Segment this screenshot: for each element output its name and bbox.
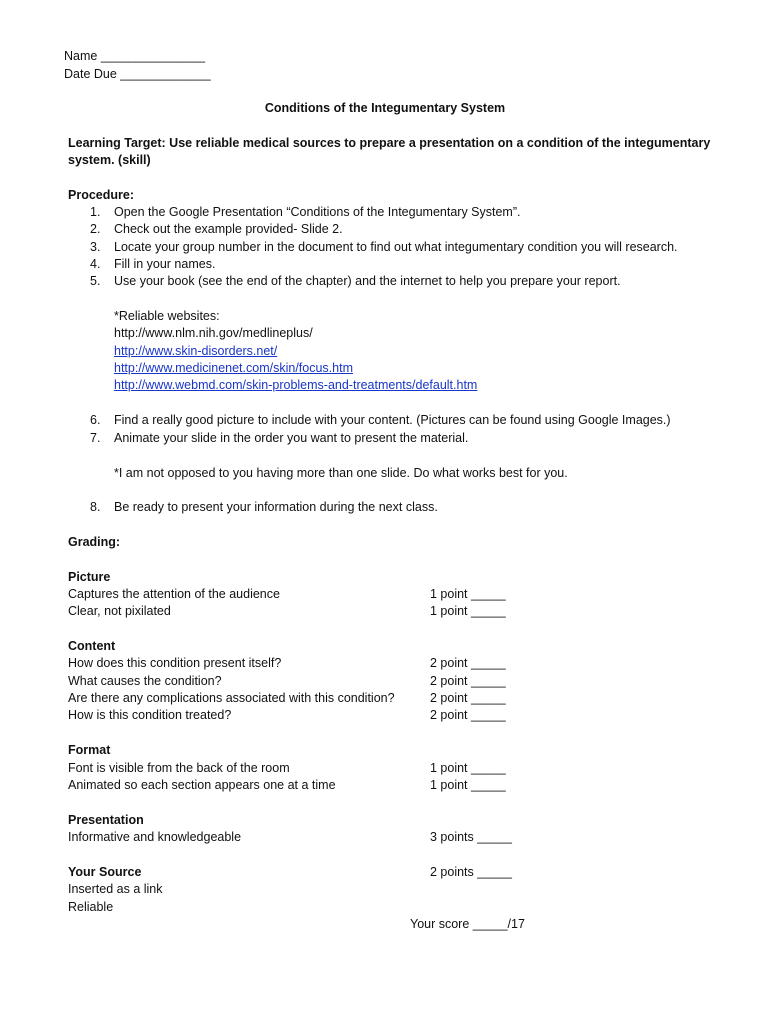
learning-target-line2: system. (skill) <box>68 153 151 167</box>
page-title: Conditions of the Integumentary System <box>264 101 506 115</box>
reliable-websites-label: *Reliable websites: <box>114 309 220 323</box>
total-score: Your score _____/17 <box>410 917 525 931</box>
date-due-field: Date Due _____________ <box>64 67 211 81</box>
procedure-step: Use your book (see the end of the chapter) and the internet to help you prepare your report. <box>114 274 621 288</box>
rubric-criterion: Inserted as a link <box>68 882 163 896</box>
step-number: 7. <box>90 431 101 445</box>
rubric-points: 1 point _____ <box>430 778 506 792</box>
rubric-points: 2 point _____ <box>430 656 506 670</box>
rubric-points: 2 point _____ <box>430 674 506 688</box>
rubric-points: 1 point _____ <box>430 604 506 618</box>
rubric-criterion: Font is visible from the back of the room <box>68 761 290 775</box>
rubric-section-heading: Your Source <box>68 865 142 879</box>
rubric-criterion: Are there any complications associated with this condition? <box>68 691 395 705</box>
procedure-step: Open the Google Presentation “Conditions of the Integumentary System”. <box>114 205 521 219</box>
procedure-step: Animate your slide in the order you want to present the material. <box>114 431 469 445</box>
learning-target-line1: Learning Target: Use reliable medical sources to prepare a presentation on a condition of the integumentary <box>68 136 711 150</box>
procedure-heading: Procedure: <box>68 188 134 202</box>
rubric-section-heading: Content <box>68 639 116 653</box>
website-link[interactable]: http://www.medicinenet.com/skin/focus.htm <box>114 361 353 375</box>
step-number: 1. <box>90 205 101 219</box>
procedure-step: Locate your group number in the document to find out what integumentary condition you will research. <box>114 240 678 254</box>
step-number: 3. <box>90 240 101 254</box>
rubric-criterion: How is this condition treated? <box>68 708 232 722</box>
step-number: 4. <box>90 257 101 271</box>
step-number: 6. <box>90 413 101 427</box>
step-number: 2. <box>90 222 101 236</box>
name-field: Name _______________ <box>64 49 206 63</box>
rubric-criterion: Informative and knowledgeable <box>68 830 242 844</box>
rubric-criterion: Animated so each section appears one at a time <box>68 778 336 792</box>
rubric-criterion: Clear, not pixilated <box>68 604 171 618</box>
procedure-step: Fill in your names. <box>114 257 216 271</box>
step-number: 8. <box>90 500 101 514</box>
website-link[interactable]: http://www.webmd.com/skin-problems-and-treatments/default.htm <box>114 378 478 392</box>
rubric-points: 1 point _____ <box>430 587 506 601</box>
rubric-criterion: Captures the attention of the audience <box>68 587 280 601</box>
rubric-section-heading: Format <box>68 743 111 757</box>
procedure-step: Check out the example provided- Slide 2. <box>114 222 343 236</box>
step-number: 5. <box>90 274 101 288</box>
rubric-section-heading: Presentation <box>68 813 144 827</box>
procedure-note: *I am not opposed to you having more than one slide. Do what works best for you. <box>114 466 568 480</box>
procedure-step: Be ready to present your information during the next class. <box>114 500 438 514</box>
rubric-criterion: Reliable <box>68 900 114 914</box>
grading-heading: Grading: <box>68 535 121 549</box>
website-link[interactable]: http://www.nlm.nih.gov/medlineplus/ <box>114 326 313 340</box>
rubric-points: 2 points _____ <box>430 865 513 879</box>
rubric-points: 3 points _____ <box>430 830 513 844</box>
rubric-criterion: What causes the condition? <box>68 674 222 688</box>
rubric-points: 2 point _____ <box>430 691 506 705</box>
rubric-points: 2 point _____ <box>430 708 506 722</box>
rubric-section-heading: Picture <box>68 570 111 584</box>
website-link[interactable]: http://www.skin-disorders.net/ <box>114 344 278 358</box>
rubric-criterion: How does this condition present itself? <box>68 656 282 670</box>
rubric-points: 1 point _____ <box>430 761 506 775</box>
procedure-step: Find a really good picture to include with your content. (Pictures can be found using Google Images.) <box>114 413 671 427</box>
